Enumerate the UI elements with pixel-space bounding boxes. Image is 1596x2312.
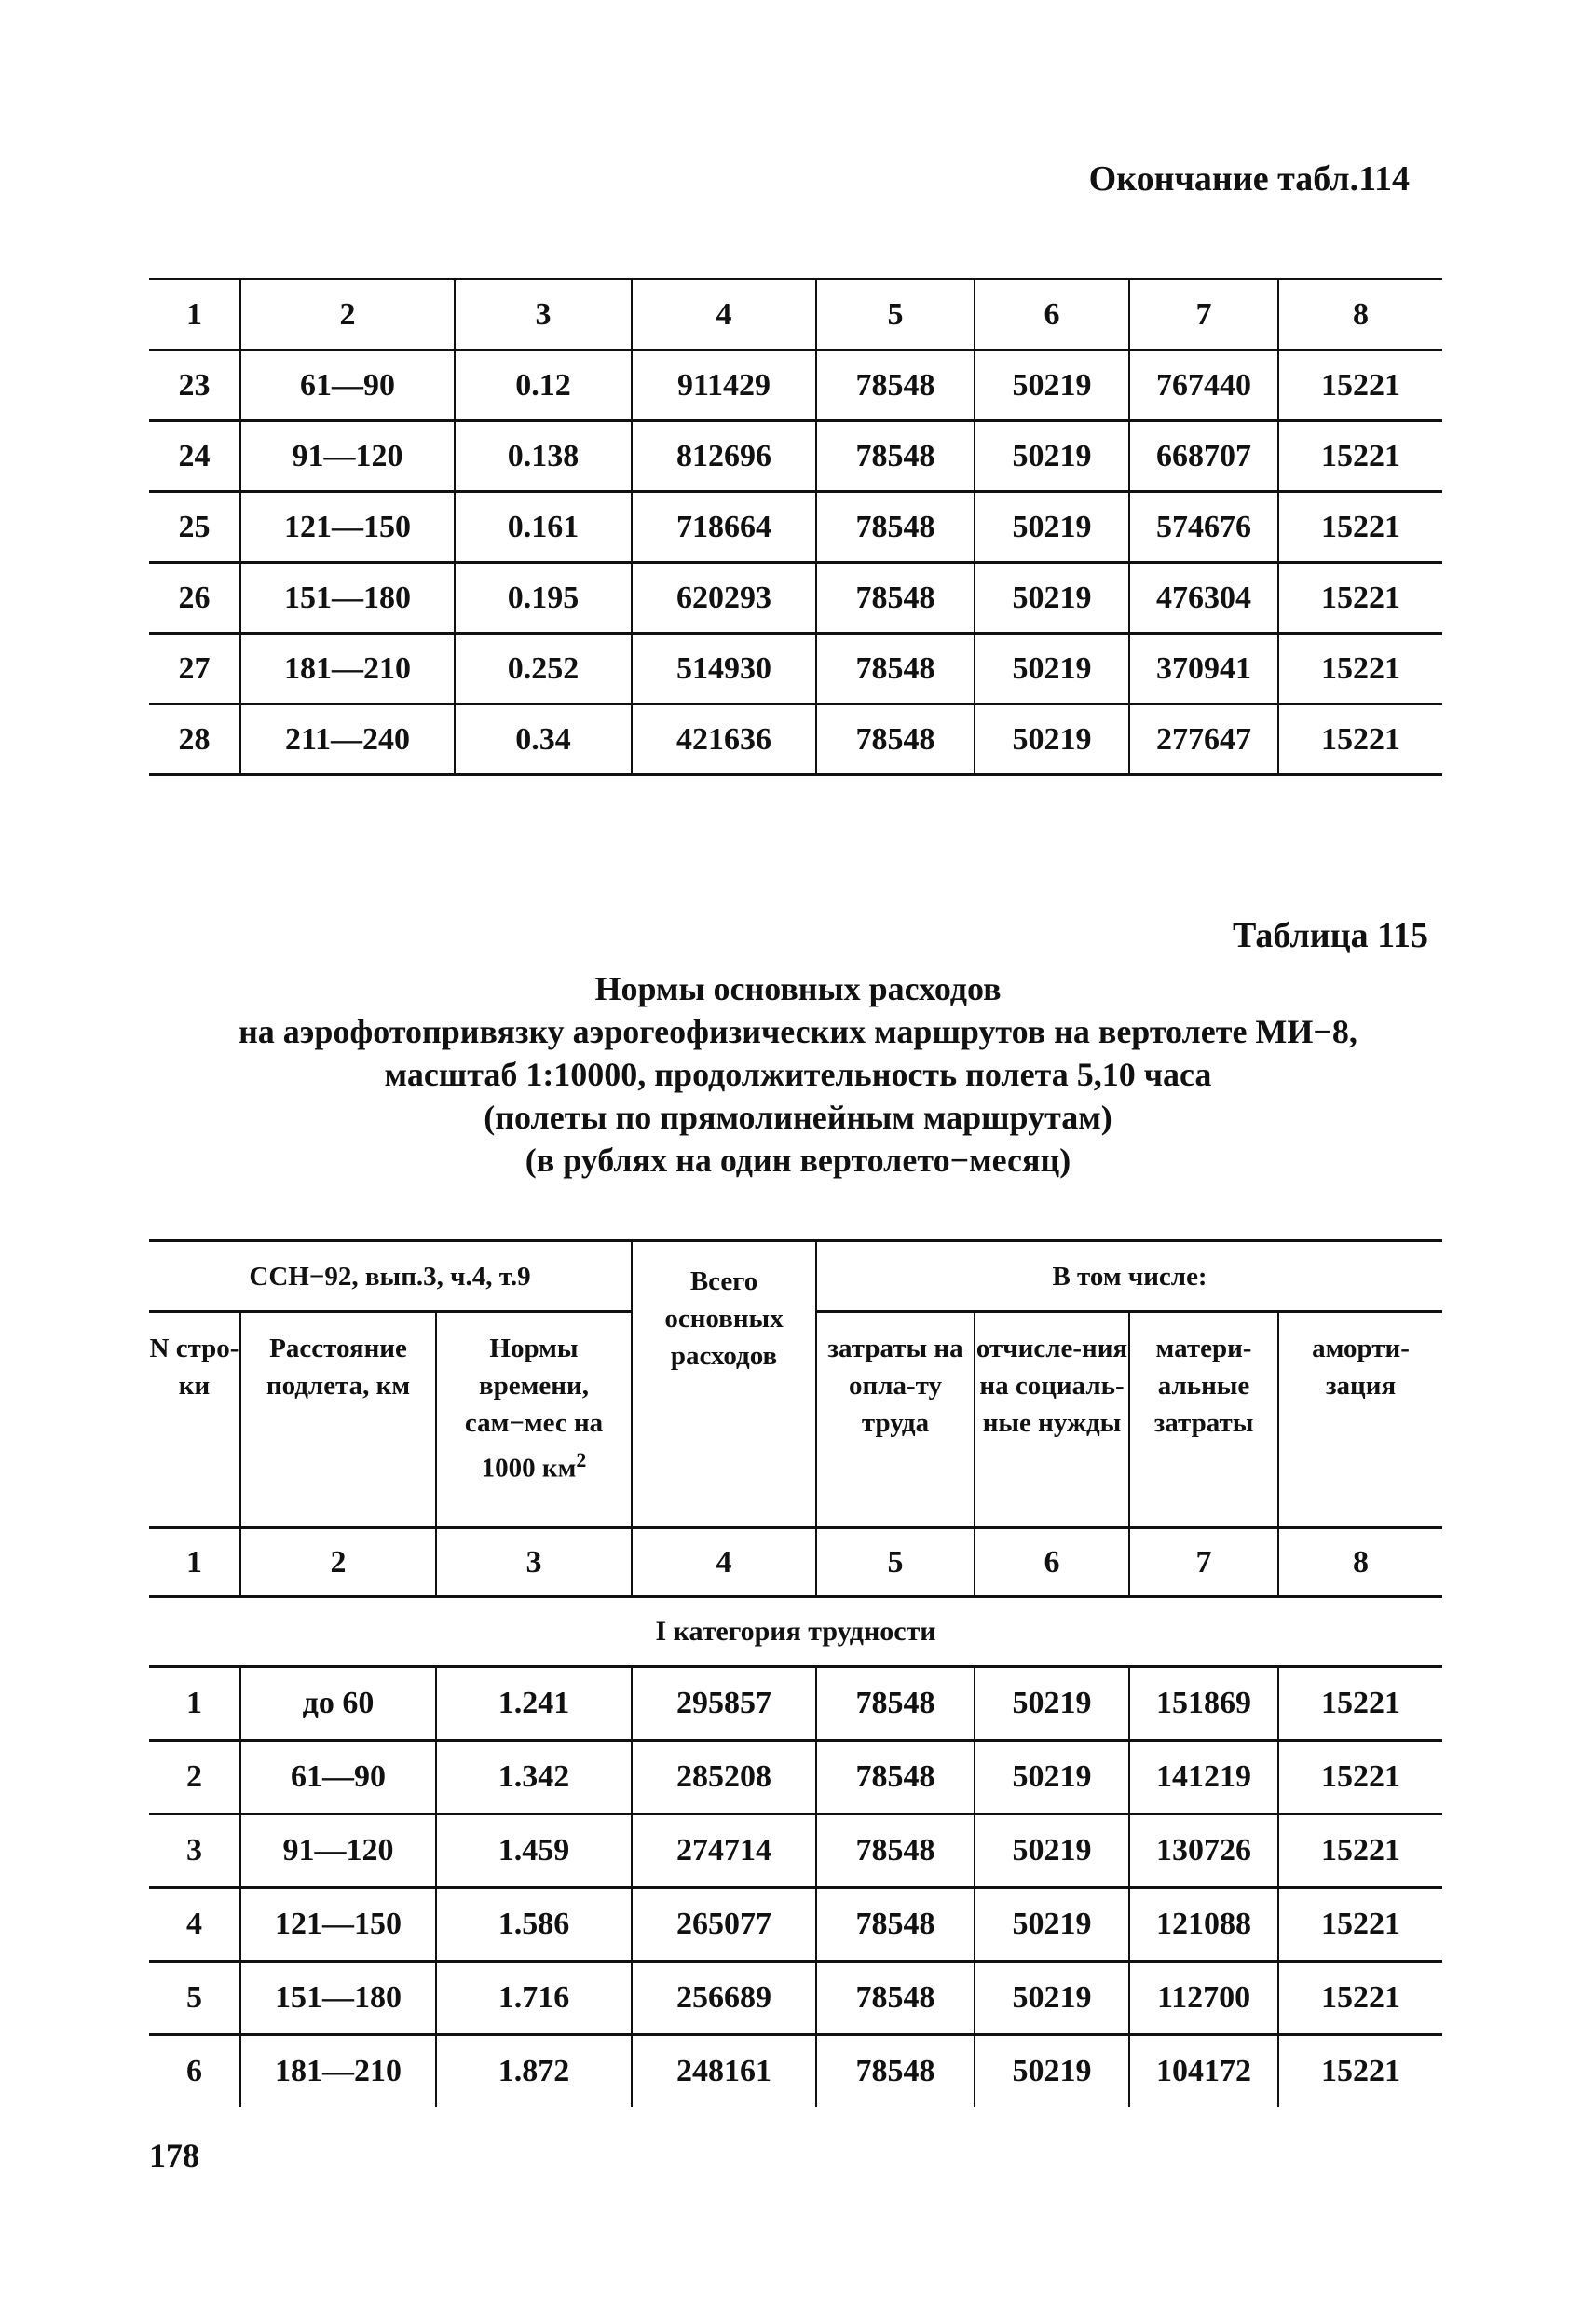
table-row: [149, 1814, 1442, 1888]
table-cell: 15221: [1278, 705, 1442, 775]
table-cell: 50219: [975, 1667, 1129, 1741]
header-cell: 6: [975, 1528, 1129, 1597]
table-cell: 78548: [816, 1667, 975, 1741]
including-group-header: В том числе:: [816, 1241, 1442, 1312]
table-cell: 15221: [1278, 2035, 1442, 2108]
table-row: [149, 1741, 1442, 1814]
table-cell: 50219: [975, 1962, 1129, 2035]
table-cell: 15221: [1278, 492, 1442, 563]
table-cell: 78548: [816, 563, 975, 634]
table-cell: 50219: [975, 492, 1129, 563]
table-cell: 141219: [1129, 1741, 1278, 1814]
table-cell: 3: [149, 1814, 240, 1888]
table-cell: 151—180: [240, 563, 455, 634]
table-cell: 121—150: [240, 1888, 436, 1962]
table-cell: 285208: [632, 1741, 816, 1814]
table-cell: 574676: [1129, 492, 1278, 563]
table-cell: 1.241: [436, 1667, 632, 1741]
table114-continuation-caption: Окончание табл.114: [1088, 159, 1410, 198]
table-cell: 151—180: [240, 1962, 436, 2035]
table-cell: 1.716: [436, 1962, 632, 2035]
table-cell: 15221: [1278, 1962, 1442, 2035]
table-cell: 23: [149, 350, 240, 421]
table-row: [149, 2035, 1442, 2108]
total-header: Всего основных расходов: [632, 1241, 816, 1528]
header-cell: 6: [975, 280, 1129, 350]
table-cell: 104172: [1129, 2035, 1278, 2108]
table-cell: 620293: [632, 563, 816, 634]
table-cell: 50219: [975, 421, 1129, 492]
table-cell: 1.586: [436, 1888, 632, 1962]
header-cell: 2: [240, 1528, 436, 1597]
table-cell: 1.342: [436, 1741, 632, 1814]
header-cell: 7: [1129, 1528, 1278, 1597]
table-cell: 295857: [632, 1667, 816, 1741]
table-cell: 277647: [1129, 705, 1278, 775]
table-cell: 15221: [1278, 1667, 1442, 1741]
table-cell: 15221: [1278, 1888, 1442, 1962]
table-cell: 6: [149, 2035, 240, 2108]
header-cell: 1: [149, 1528, 240, 1597]
table-cell: 1: [149, 1667, 240, 1741]
table-cell: 50219: [975, 2035, 1129, 2108]
time-norm-header-sup: 2: [576, 1448, 587, 1471]
table-cell: 370941: [1129, 634, 1278, 705]
table115-title: [0, 967, 1596, 1182]
table-cell: 812696: [632, 421, 816, 492]
table-cell: 15221: [1278, 421, 1442, 492]
table-cell: 78548: [816, 350, 975, 421]
table-cell: 50219: [975, 1888, 1129, 1962]
table114-continuation: [149, 278, 1442, 776]
table-cell: 1.459: [436, 1814, 632, 1888]
table-row: [149, 634, 1442, 705]
table-row: [149, 563, 1442, 634]
table-cell: 78548: [816, 421, 975, 492]
table-cell: 767440: [1129, 350, 1278, 421]
table115-caption: Таблица 115: [1233, 916, 1428, 955]
header-cell: 4: [632, 1528, 816, 1597]
table-cell: 718664: [632, 492, 816, 563]
ssn-group-header: ССН−92, вып.3, ч.4, т.9: [149, 1241, 632, 1312]
table-cell: 0.12: [455, 350, 632, 421]
table-cell: 15221: [1278, 1814, 1442, 1888]
table-cell: 0.138: [455, 421, 632, 492]
table-cell: 0.195: [455, 563, 632, 634]
table-cell: 421636: [632, 705, 816, 775]
distance-header: Расстояние подлета, км: [240, 1312, 436, 1528]
material-cost-header: матери-альные затраты: [1129, 1312, 1278, 1528]
table-cell: 27: [149, 634, 240, 705]
table-cell: 50219: [975, 563, 1129, 634]
table-row: [149, 350, 1442, 421]
category-label: I категория трудности: [149, 1597, 1442, 1667]
table-cell: 78548: [816, 1888, 975, 1962]
table-row: [149, 421, 1442, 492]
table-cell: 265077: [632, 1888, 816, 1962]
table-cell: 78548: [816, 492, 975, 563]
table114-header-row: [149, 280, 1442, 350]
table-cell: 50219: [975, 634, 1129, 705]
table-cell: 26: [149, 563, 240, 634]
table-cell: 15221: [1278, 1741, 1442, 1814]
table-cell: 50219: [975, 705, 1129, 775]
table-cell: 28: [149, 705, 240, 775]
table-cell: 211—240: [240, 705, 455, 775]
table-cell: 78548: [816, 1814, 975, 1888]
table-cell: 0.252: [455, 634, 632, 705]
table-cell: 911429: [632, 350, 816, 421]
table-cell: до 60: [240, 1667, 436, 1741]
table-cell: 91—120: [240, 421, 455, 492]
table-cell: 476304: [1129, 563, 1278, 634]
table-cell: 121088: [1129, 1888, 1278, 1962]
table-cell: 50219: [975, 350, 1129, 421]
table-cell: 112700: [1129, 1962, 1278, 2035]
table-cell: 4: [149, 1888, 240, 1962]
table115: [149, 1239, 1442, 2107]
table-cell: 61—90: [240, 1741, 436, 1814]
table-cell: 50219: [975, 1741, 1129, 1814]
table-cell: 78548: [816, 634, 975, 705]
table-row: [149, 492, 1442, 563]
header-cell: 7: [1129, 280, 1278, 350]
table-row: [149, 1888, 1442, 1962]
header-cell: 8: [1278, 1528, 1442, 1597]
title-line: (полеты по прямолинейным маршрутам): [484, 1099, 1112, 1136]
table-cell: 78548: [816, 1741, 975, 1814]
table-cell: 181—210: [240, 634, 455, 705]
table-cell: 256689: [632, 1962, 816, 2035]
table-cell: 15221: [1278, 563, 1442, 634]
table-cell: 1.872: [436, 2035, 632, 2108]
table-cell: 15221: [1278, 634, 1442, 705]
table-cell: 130726: [1129, 1814, 1278, 1888]
table-cell: 0.161: [455, 492, 632, 563]
title-line: на аэрофотопривязку аэрогеофизических маршрутов на вертолете МИ−8,: [239, 1013, 1357, 1050]
table-cell: 0.34: [455, 705, 632, 775]
header-cell: 4: [632, 280, 816, 350]
title-line: (в рублях на один вертолето−месяц): [525, 1142, 1071, 1179]
table-cell: 274714: [632, 1814, 816, 1888]
header-cell: 3: [436, 1528, 632, 1597]
category-row: [149, 1597, 1442, 1667]
title-line: Нормы основных расходов: [594, 970, 1002, 1007]
table-cell: 25: [149, 492, 240, 563]
table-cell: 91—120: [240, 1814, 436, 1888]
table-cell: 514930: [632, 634, 816, 705]
header-cell: 1: [149, 280, 240, 350]
table-cell: 121—150: [240, 492, 455, 563]
social-deductions-header: отчисле-ния на социаль-ные нужды: [975, 1312, 1129, 1528]
depreciation-header: аморти-зация: [1278, 1312, 1442, 1528]
header-cell: 5: [816, 1528, 975, 1597]
page-number: 178: [149, 2137, 199, 2174]
table-cell: 50219: [975, 1814, 1129, 1888]
table-cell: 24: [149, 421, 240, 492]
table-cell: 151869: [1129, 1667, 1278, 1741]
table-cell: 15221: [1278, 350, 1442, 421]
title-line: масштаб 1:10000, продолжительность полета 5,10 часа: [384, 1056, 1212, 1093]
table-cell: 78548: [816, 705, 975, 775]
header-cell: 5: [816, 280, 975, 350]
table-row: [149, 1962, 1442, 2035]
table-cell: 2: [149, 1741, 240, 1814]
labor-cost-header: затраты на опла-ту труда: [816, 1312, 975, 1528]
table-cell: 181—210: [240, 2035, 436, 2108]
table115-header-group-row: [149, 1241, 1442, 1312]
table-row: [149, 1667, 1442, 1741]
table-cell: 248161: [632, 2035, 816, 2108]
table115-column-numbers-row: [149, 1528, 1442, 1597]
header-cell: 3: [455, 280, 632, 350]
table-cell: 78548: [816, 2035, 975, 2108]
time-norm-header: [436, 1312, 632, 1528]
header-cell: 8: [1278, 280, 1442, 350]
table-cell: 668707: [1129, 421, 1278, 492]
table-cell: 78548: [816, 1962, 975, 2035]
table-cell: 5: [149, 1962, 240, 2035]
time-norm-header-text: Нормы времени, сам−мес на 1000 км: [464, 1334, 604, 1484]
table-cell: 61—90: [240, 350, 455, 421]
row-number-header: N стро-ки: [149, 1312, 240, 1528]
table-row: [149, 705, 1442, 775]
header-cell: 2: [240, 280, 455, 350]
